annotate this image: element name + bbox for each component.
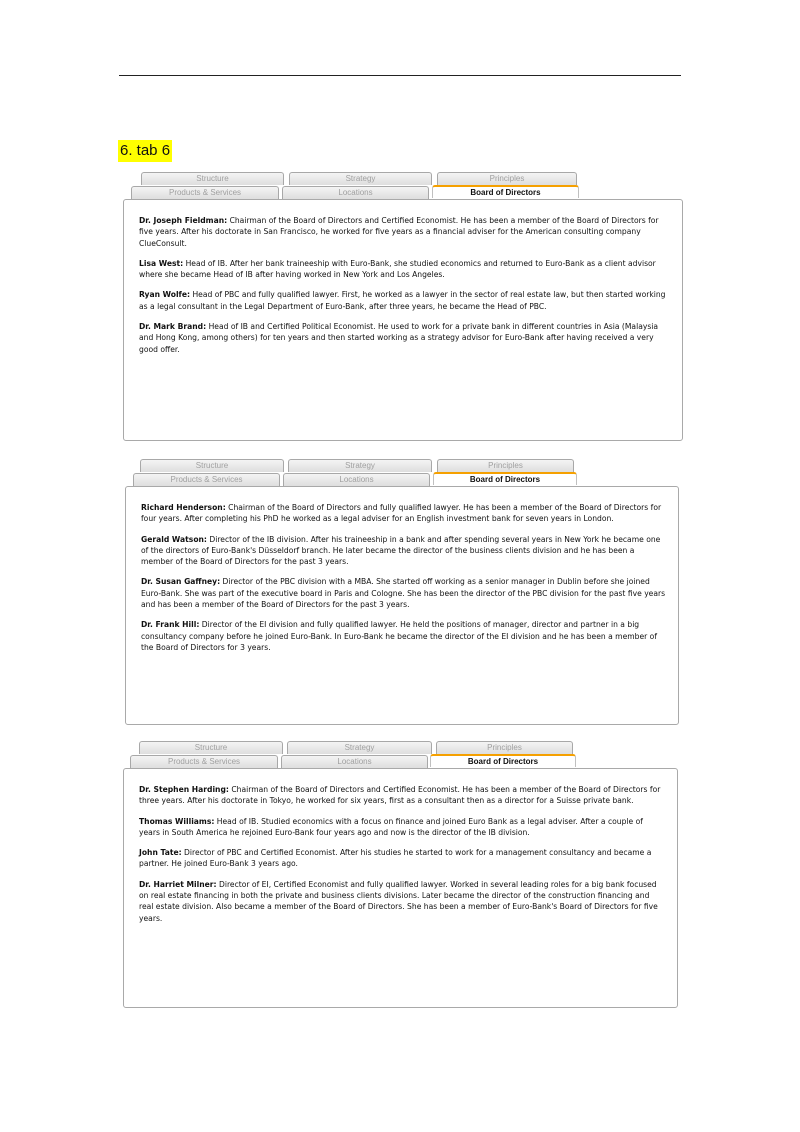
tab-board-of-directors[interactable]: Board of Directors [430,754,576,767]
tab-principles[interactable]: Principles [437,172,577,185]
director-bio: Director of PBC and Certified Economist. After his studies he started to work for a management consultancy and became a partner. He joined Euro-Bank 3 years ago. [139,848,652,869]
director-list [141,502,666,662]
tab-board-of-directors[interactable]: Board of Directors [433,472,577,485]
director-entry [141,534,666,568]
director-entry [141,576,666,610]
top-rule [119,75,681,76]
director-name: Gerald Watson: [141,534,207,544]
director-bio: Director of EI, Certified Economist and fully qualified lawyer. Worked in several leading roles for a big bank focused on real estate financing in both the private and business clients divisions. Later became the director of the construction financing and real estate division. Also became a member of the Board of Directors. She has been a member of Euro-Bank's Board of Directors for five years. [139,879,658,923]
director-name: John Tate: [139,848,182,858]
director-name: Dr. Harriet Milner: [139,879,217,889]
director-bio: Director of the PBC division with a MBA. She started off working as a senior manager in Dublin before she joined Euro-Bank. She was part of the executive board in Paris and Cologne. She has been the director of the PBC division for the past five years and has been a member of the Board of Directors for the past 3 years. [141,577,666,610]
director-entry [139,816,665,839]
director-name: Thomas Williams: [139,816,215,826]
director-bio: Head of IB. Studied economics with a focus on finance and joined Euro Bank as a legal adviser. After a couple of years in South America he rejoined Euro-Bank four years ago and now is the director of the IB division. [139,816,643,837]
tab-locations[interactable]: Locations [282,186,429,199]
director-bio: Head of PBC and fully qualified lawyer. First, he worked as a lawyer in the sector of real estate law, but then started working as a legal consultant in the Legal Department of Euro-Bank, after three years, he became the Head of PBC. [139,290,666,311]
tab-products-services[interactable]: Products & Services [131,186,279,199]
director-entry [139,289,670,312]
director-bio: Director of the EI division and fully qualified lawyer. He held the positions of manager, director and partner in a big consultancy company before he joined Euro-Bank. In Euro-Bank he became the director of the EI division and he has been a member of the Board of Directors for 3 years. [141,620,657,652]
director-bio: Chairman of the Board of Directors and Certified Economist. He has been a member of the Board of Directors for five years. After his doctorate in San Francisco, he worked for five years as a financial adviser for the American consulting company ClueConsult. [139,216,659,248]
tab-locations[interactable]: Locations [281,755,428,768]
director-list [139,215,670,364]
tab-principles[interactable]: Principles [436,741,573,754]
director-entry [139,847,665,870]
tab-products-services[interactable]: Products & Services [133,473,280,486]
tab-products-services[interactable]: Products & Services [130,755,278,768]
director-entry [139,784,665,807]
director-entry [141,619,666,653]
tab-structure[interactable]: Structure [141,172,284,185]
director-entry [139,215,670,249]
tab-structure[interactable]: Structure [140,459,284,472]
director-name: Dr. Stephen Harding: [139,785,229,794]
director-name: Richard Henderson: [141,503,226,512]
section-heading: 6. tab 6 [118,140,172,162]
tab-board-of-directors[interactable]: Board of Directors [432,185,579,198]
director-name: Dr. Susan Gaffney: [141,577,221,587]
director-bio: Chairman of the Board of Directors and Certified Economist. He has been a member of the Board of Directors for three years. After his doctorate in Tokyo, he worked for six years, first as a consultant then as a director for a Suisse private bank. [139,785,661,806]
director-bio: Director of the IB division. After his traineeship in a bank and after spending several years in New York he became one of the directors of Euro-Bank's Düsseldorf branch. He later became the director of the business clients division and he has been a member of the Board of Directors for the past 3 years. [141,534,661,567]
tab-locations[interactable]: Locations [283,473,430,486]
tab-strategy[interactable]: Strategy [287,741,432,754]
director-bio: Head of IB and Certified Political Economist. He used to work for a private bank in different countries in Asia (Malaysia and Hong Kong, among others) for ten years and then started working as a strategy advisor for Euro-Bank after having received a very good offer. [139,322,659,354]
director-name: Ryan Wolfe: [139,290,191,300]
director-name: Dr. Mark Brand: [139,322,207,332]
director-bio: Head of IB. After her bank traineeship with Euro-Bank, she studied economics and returned to Euro-Bank as a client advisor where she became Head of IB after having worked in New York and Los Angeles. [139,258,656,280]
tab-strategy[interactable]: Strategy [289,172,432,185]
tab-structure[interactable]: Structure [139,741,283,754]
tab-principles[interactable]: Principles [437,459,574,472]
director-bio: Chairman of the Board of Directors and fully qualified lawyer. He has been a member of the Board of Directors for four years. After completing his PhD he worked as a legal adviser for an English investment bank for seven years in London. [141,503,662,524]
director-list [139,784,665,933]
director-name: Lisa West: [139,258,184,268]
director-entry [141,502,666,525]
director-entry [139,879,665,924]
director-name: Dr. Frank Hill: [141,620,200,630]
director-name: Dr. Joseph Fieldman: [139,216,228,225]
director-entry [139,321,670,355]
director-entry [139,258,670,281]
tab-strategy[interactable]: Strategy [288,459,432,472]
